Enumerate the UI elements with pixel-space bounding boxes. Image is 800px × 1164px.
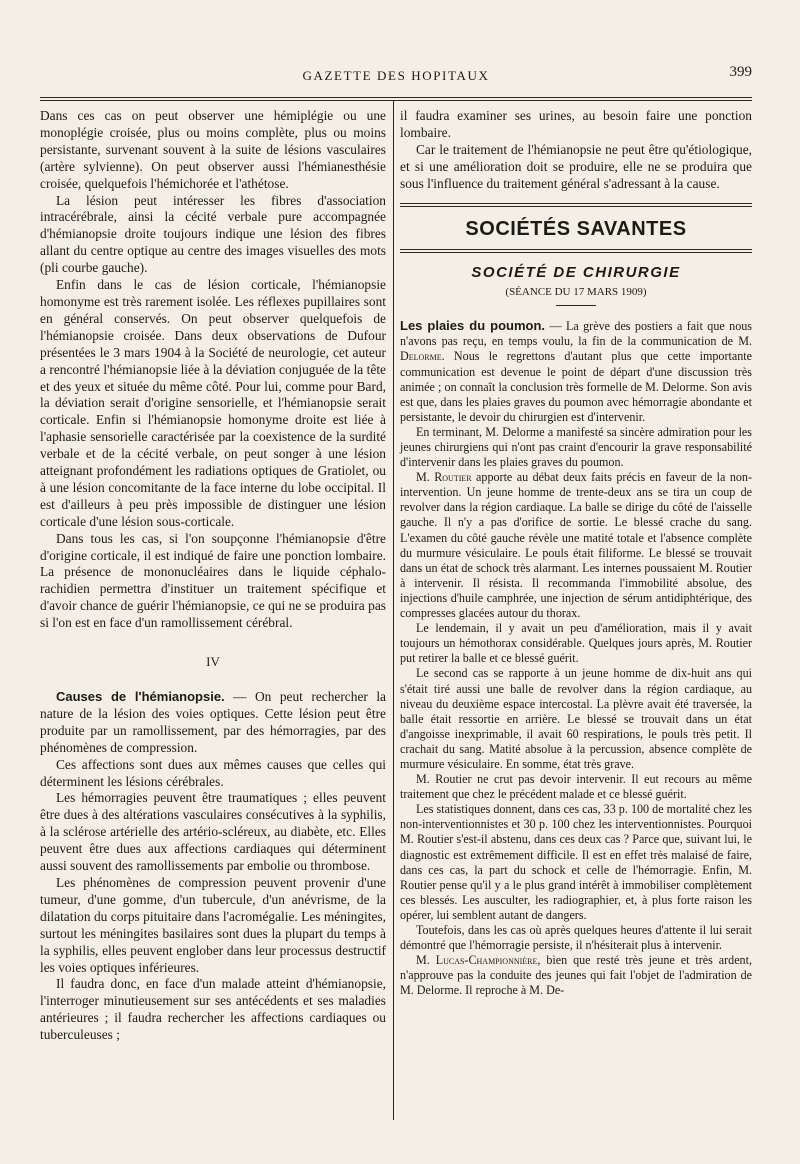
section-number: IV <box>206 654 220 670</box>
paragraph: Il faudra donc, en face d'un malade atteint d'hémianopsie, l'interroger minutieusement sur ses antécédents et ses maladies antérieures ; il faudra rechercher les affections cardiaques ou tuberculeuses ; <box>40 976 386 1043</box>
header-rule-bottom <box>40 100 752 101</box>
paragraph: il faudra examiner ses urines, au besoin faire une ponction lombaire. <box>400 108 752 140</box>
seance-date <box>400 284 752 301</box>
page-number: 399 <box>729 64 752 80</box>
author-name: M. Routier <box>416 470 472 485</box>
routier-text: apporte au débat deux faits précis en faveur de la non-intervention. Un jeune homme de trente-deux ans se tira un coup de revolver dans la région cardiaque. La balle se dirige du côté de l'aisselle gauche. Il n'y a pas d'orifice de sortie. Le blessé crache du sang. L'examen du côté gauche révèle une matité totale et l'absence complète du murmure vésiculaire. Le pouls était filiforme. Le blessé se trouvait dans un état de schock très alarmant. Les internes poussaient M. Routier à intervenir. Il résista. Il recommanda l'immobilité absolue, des injections d'huile camphrée, une injection de sérum antidiphtérique, des compresses glacées autour du thorax. <box>400 470 752 621</box>
causes-text: — On peut rechercher la nature de la lésion des voies optiques. Cette lésion peut être produite par un ramollissement, par des hémorragies, par des phénomènes de compression. <box>40 689 386 755</box>
column-divider <box>393 100 394 1120</box>
causes-paragraph <box>40 689 386 757</box>
plaies-heading: Les plaies du poumon. <box>400 318 546 334</box>
paragraph: Dans tous les cas, si l'on soupçonne l'hémianopsie d'être d'origine corticale, il est indiqué de faire une ponction lombaire. La présence de mononucléaires dans le liquide céphalo-rachidien permettra d'instituer un traitement spécifique et d'avoir chance de guérir l'hémianopsie, ce qui ne se produira pas si l'on est en face d'un ramollissement cérébral. <box>40 530 386 631</box>
plaies-paragraph <box>400 318 752 425</box>
paragraph: Ces affections sont dues aux mêmes causes que celles qui déterminent les lésions cérébrales. <box>40 756 386 789</box>
paragraph: Les statistiques donnent, dans ces cas, 33 p. 100 de mortalité chez les non-interventionnistes et 30 p. 100 chez les interventionnistes. Pourquoi M. Routier s'est-il abstenu, dans ces deux cas ? Parce que, suivant lui, le diagnostic est extrêmement difficile. Il est en effet très malaisé de faire, dans ces cas, la part du schock et celle de l'hémorragie. Enfin, M. Routier pense qu'il y a le plus grand intérêt à immobiliser complètement ces blessés. Les ausculter, les radiographier, et, à plus forte raison les opérer, lui semblent autant de dangers. <box>400 802 752 922</box>
paragraph: Les hémorragies peuvent être traumatiques ; elles peuvent être dues à des altérations vasculaires consécutives à la syphilis, à la sclérose artérielle des artério-scléreux, au diabète, etc. Elles peuvent être dues aux affections cardiaques qui déterminent aussi souvent des ramollissements par embolie ou thrombose. <box>40 790 386 874</box>
journal-title: GAZETTE DES HOPITAUX <box>302 68 490 83</box>
header-rule-top <box>40 97 752 98</box>
routier-paragraph <box>400 470 752 621</box>
plaies-intro: — La grève des postiers a fait que nous n'avons pas reçu, en temps voulu, la fin de la communication de M. <box>400 319 752 349</box>
paragraph: Le second cas se rapporte à un jeune homme de dix-huit ans qui s'était tiré aussi une balle de revolver dans la région cardiaque, au niveau du deuxième espace intercostal. La plèvre avait été traversée, la balle était ressortie en arrière. Le blessé se trouvait dans un état d'angoisse inexprimable, il avait 60 respirations, le pouls très petit. Il crachait du sang. Matité absolue à la percussion, absence complète de murmure vésiculaire. En somme, état très grave. <box>400 666 752 771</box>
paragraph: Toutefois, dans les cas où après quelques heures d'attente il lui serait démontré que l'hémorragie persiste, il n'hésiterait plus à intervenir. <box>400 923 752 953</box>
author-name: M. Lucas-Championnière <box>416 953 538 968</box>
seance-prefix: (SÉANCE DU <box>505 286 574 299</box>
paragraph: Dans ces cas on peut observer une hémiplégie ou une monoplégie croisée, plus ou moins complète, plus ou moins persistante, survenant souvent à la suite de lésions vasculaires (artère sylvienne). On peut observer aussi l'hémianesthésie croisée, quelquefois l'hémichorée et l'athétose. <box>40 108 386 191</box>
section-title: SOCIÉTÉS SAVANTES <box>465 217 687 240</box>
causes-heading: Causes de l'hémianopsie. <box>56 689 225 704</box>
paragraph: La lésion peut intéresser les fibres d'association intracérébrale, ainsi la cécité verbale pure accompagnée d'hémianopsie droite toujours indique une lésion des fibres allant du centre optique au centre des images visuelles des mots (pli courbe gauche). <box>40 192 386 276</box>
paragraph: Enfin dans le cas de lésion corticale, l'hémianopsie homonyme est très rarement isolée. Les réflexes pupillaires sont en général conservés. On peut observer quelquefois de l'hémianopsie croisée. Dans deux observations de Dufour présentées le 3 mars 1904 à la Société de neurologie, cet auteur a rencontré l'hémianopsie liée à la déviation conjuguée de la tête et des yeux et située du même côté. Pour lui, comme pour Bard, la déviation serait d'origine sensorielle, et l'hémianopsie serait corticale. Enfin si l'hémianopsie homonyme droite est liée à l'aphasie sensorielle caractérisée par la coexistence de la surdité verbale et de la cécité verbale, on peut songer à une lésion atteignant profondément les radiations optiques de Gratiolet, ou à une lésion concomitante de la face interne du lobe occipital. Il est d'ailleurs à peu près impossible de distinguer une lésion corticale d'une lésion sous-corticale. <box>40 277 386 529</box>
section-double-rule <box>400 203 752 207</box>
paragraph: En terminant, M. Delorme a manifesté sa sincère admiration pour les jeunes chirurgiens qui n'ont pas craint d'encourir la grave responsabilité d'intervenir dans les plaies graves du poumon. <box>400 424 752 470</box>
right-column <box>400 108 752 998</box>
author-name: Delorme <box>400 349 442 364</box>
paragraph: Les phénomènes de compression peuvent provenir d'une tumeur, d'une gomme, d'un tubercule, d'un anévrisme, de la dilatation du corps pituitaire dans l'acromégalie. Les méningites, surtout les méningites basilaires sont dues la plupart du temps à la syphilis, elles peuvent englober dans leur processus destructif les voies optiques inférieures. <box>40 874 386 975</box>
paragraph: Car le traitement de l'hémianopsie ne peut être qu'étiologique, et si une amélioration doit se produire, elle ne se produira que sous l'influence du traitement général s'adressant à la cause. <box>400 141 752 191</box>
lucas-paragraph <box>400 953 752 998</box>
left-column <box>40 108 386 1044</box>
lucas-text: , bien que resté très jeune et très ardent, n'approuve pas la conduite des jeunes qui fait l'objet de l'admiration de M. Delorme. Il reproche à M. De- <box>400 953 752 998</box>
paragraph: M. Routier ne crut pas devoir intervenir. Il eut recours au même traitement que chez le précédent malade et ce blessé guérit. <box>400 772 752 802</box>
seance-date-value: 17 MARS 1909) <box>573 286 647 299</box>
short-rule <box>556 305 596 306</box>
paragraph: Le lendemain, il y avait un peu d'amélioration, mais il y avait toujours un hémothorax considérable. Quelques jours après, M. Routier put retirer la balle et ce blessé guérit. <box>400 621 752 666</box>
section-double-rule <box>400 249 752 253</box>
plaies-rest: . Nous le regrettons d'autant plus que cette importante communication est devenue le point de départ d'une discussion très animée ; on connaît la conclusion très formelle de M. Delorme. Son avis est que, dans les plaies graves du poumon avec hémorragie abondante et persistante, le devoir du chirurgien est d'intervenir. <box>400 349 752 424</box>
page-header <box>40 64 752 90</box>
society-title: SOCIÉTÉ DE CHIRURGIE <box>471 264 681 282</box>
report-body <box>400 318 752 998</box>
